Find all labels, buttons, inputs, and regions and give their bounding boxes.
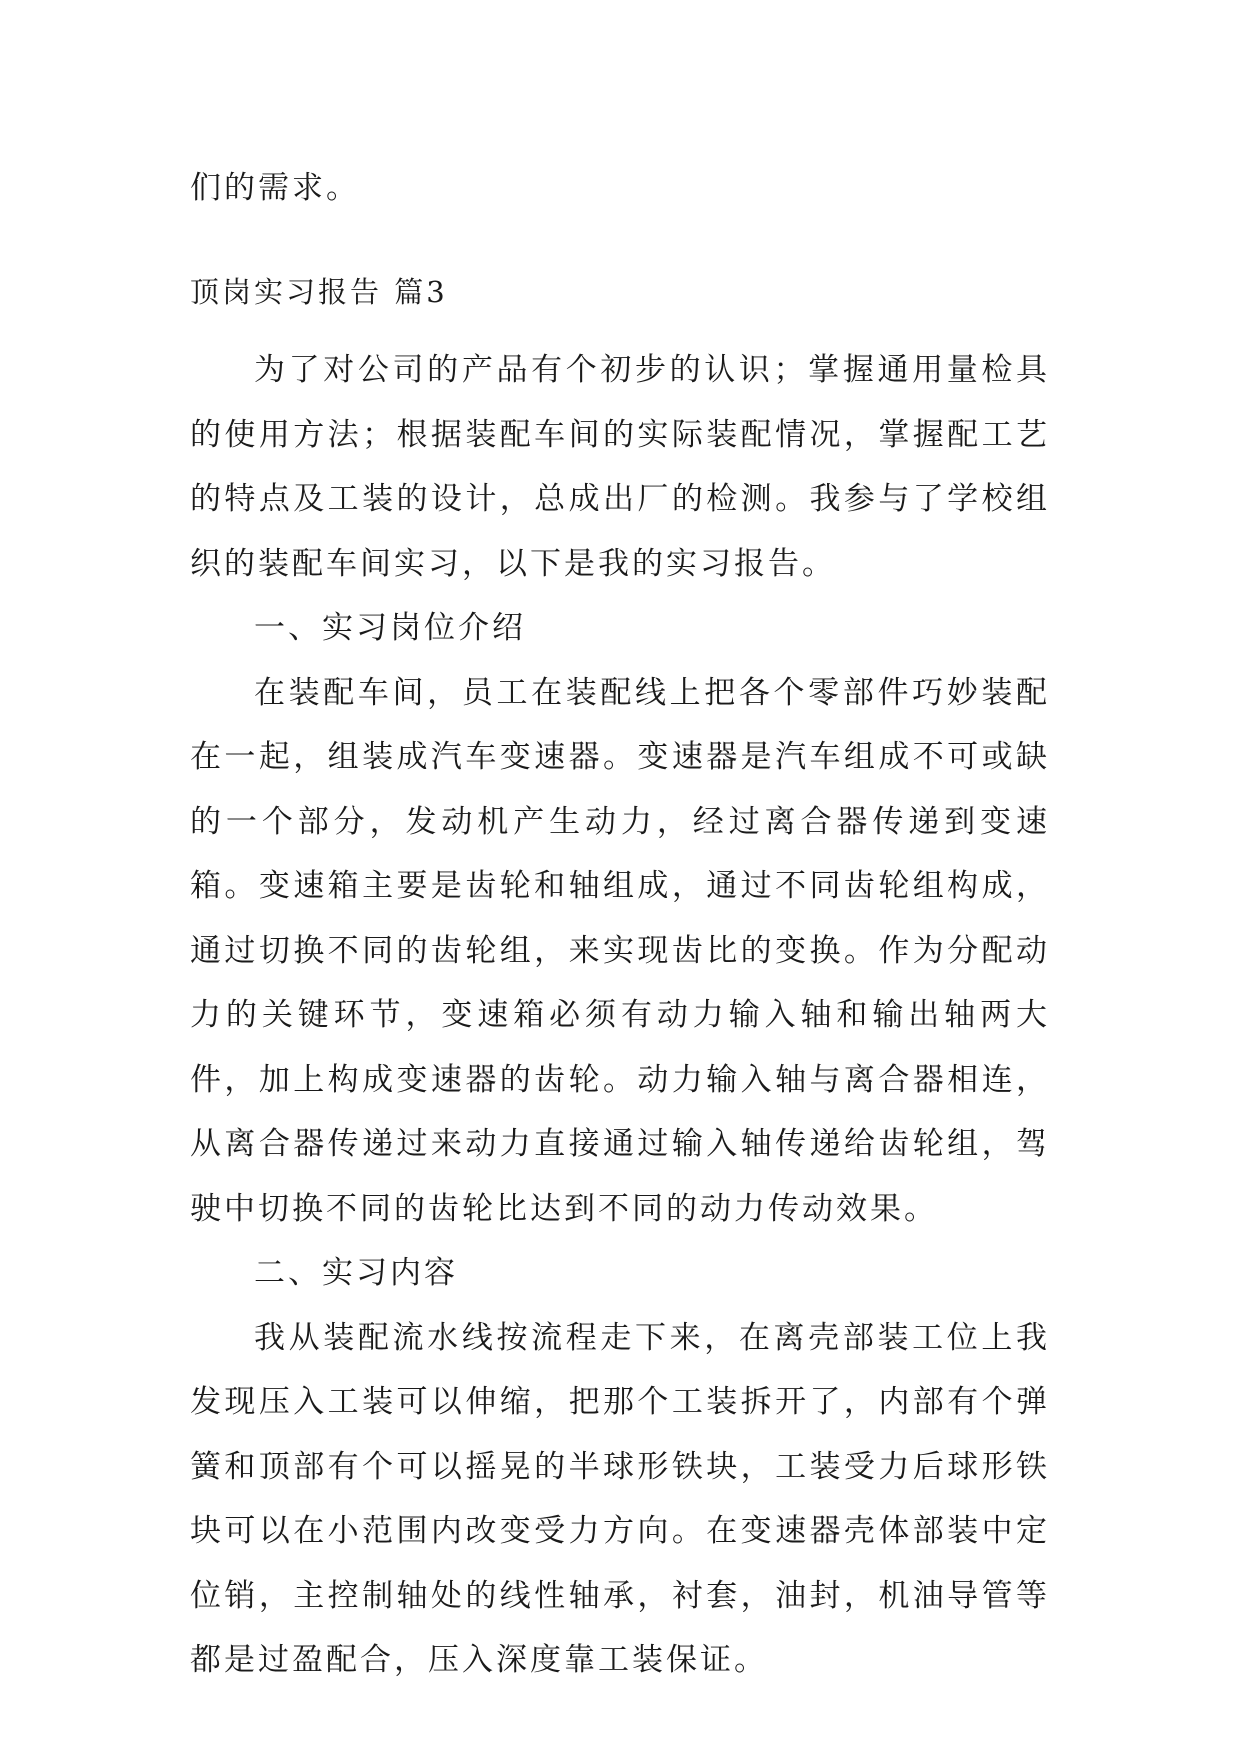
subheading-content: 二、实习内容 — [254, 1255, 458, 1291]
paragraph-intro: 为了对公司的产品有个初步的认识；掌握通用量检具的使用方法；根据装配车间的实际装配情况，掌握配工艺的特点及工装的设计，总成出厂的检测。我参与了学校组织的装配车间实习，以下是我的实习报告。 — [190, 352, 1050, 582]
paragraph-content: 我从装配流水线按流程走下来，在离壳部装工位上我发现压入工装可以伸缩，把那个工装拆开了，内部有个弹簧和顶部有个可以摇晃的半球形铁块，工装受力后球形铁块可以在小范围内改变受力方向。在变速器壳体部装中定位销，主控制轴处的线性轴承，衬套，油封，机油导管等都是过盈配合，压入深度靠工装保证。 — [190, 1319, 1050, 1678]
paragraph-position: 在装配车间，员工在装配线上把各个零部件巧妙装配在一起，组装成汽车变速器。变速器是汽车组成不可或缺的一个部分，发动机产生动力，经过离合器传递到变速箱。变速箱主要是齿轮和轴组成，通过不同齿轮组构成，通过切换不同的齿轮组，来实现齿比的变换。作为分配动力的关键环节，变速箱必须有动力输入轴和输出轴两大件，加上构成变速器的齿轮。动力输入轴与离合器相连，从离合器传递过来动力直接通过输入轴传递给齿轮组，驾驶中切换不同的齿轮比达到不同的动力传动效果。 — [190, 674, 1050, 1227]
body-text — [190, 338, 1050, 1693]
section-title: 顶岗实习报告 篇3 — [190, 275, 448, 309]
continuation-text: 们的需求。 — [190, 170, 360, 206]
subheading-position: 一、实习岗位介绍 — [254, 610, 526, 646]
